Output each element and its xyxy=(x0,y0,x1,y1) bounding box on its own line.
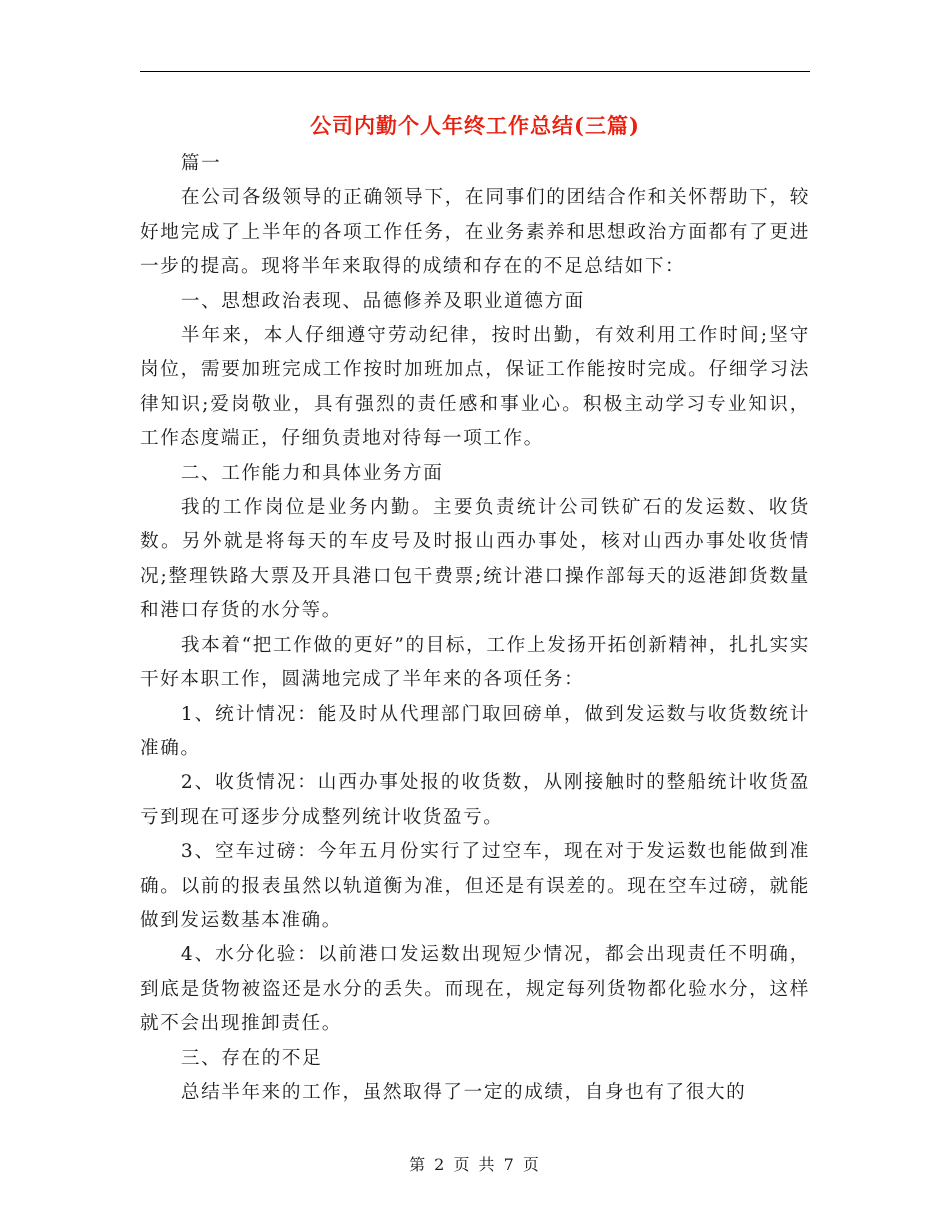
page-number: 第 2 页 共 7 页 xyxy=(409,1155,541,1174)
section-heading: 二、工作能力和具体业务方面 xyxy=(180,462,444,484)
list-item: 4、水分化验：以前港口发运数出现短少情况，都会出现责任不明确，到底是货物被盗还是水分的丢失。而现在，规定每列货物都化验水分，这样就不会出现推卸责任。 xyxy=(140,944,810,1035)
list-item: 3、空车过磅：今年五月份实行了过空车，现在对于发运数也能做到准确。以前的报表虽然以轨道衡为准，但还是有误差的。现在空车过磅，就能做到发运数基本准确。 xyxy=(140,841,810,931)
header-rule xyxy=(140,71,810,72)
section-heading: 一、思想政治表现、品德修养及职业道德方面 xyxy=(180,290,585,312)
section-heading: 三、存在的不足 xyxy=(180,1047,323,1069)
page-footer xyxy=(0,1152,950,1175)
list-item: 2、收货情况：山西办事处报的收货数，从刚接触时的整船统计收货盈亏到现在可逐步分成整列统计收货盈亏。 xyxy=(140,772,810,828)
paragraph: 在公司各级领导的正确领导下，在同事们的团结合作和关怀帮助下，较好地完成了上半年的各项工作任务，在业务素养和思想政治方面都有了更进一步的提高。现将半年来取得的成绩和存在的不足总结如下： xyxy=(140,187,810,278)
paragraph: 我本着“把工作做的更好”的目标，工作上发扬开拓创新精神，扎扎实实干好本职工作，圆满地完成了半年来的各项任务： xyxy=(140,634,810,691)
list-item: 1、统计情况：能及时从代理部门取回磅单，做到发运数与收货数统计准确。 xyxy=(140,703,810,759)
paragraph: 半年来，本人仔细遵守劳动纪律，按时出勤，有效利用工作时间;坚守岗位，需要加班完成工作按时加班加点，保证工作能按时完成。仔细学习法律知识;爱岗敬业，具有强烈的责任感和事业心。积极主动学习专业知识，工作态度端正，仔细负责地对待每一项工作。 xyxy=(140,325,810,450)
section-label: 篇一 xyxy=(180,153,222,174)
paragraph: 我的工作岗位是业务内勤。主要负责统计公司铁矿石的发运数、收货数。另外就是将每天的车皮号及时报山西办事处，核对山西办事处收货情况;整理铁路大票及开具港口包干费票;统计港口操作部每天的返港卸货数量和港口存货的水分等。 xyxy=(140,497,810,622)
document-title: 公司内勤个人年终工作总结(三篇) xyxy=(310,113,640,138)
document-body xyxy=(140,147,810,1110)
paragraph: 总结半年来的工作，虽然取得了一定的成绩，自身也有了很大的 xyxy=(180,1081,747,1103)
